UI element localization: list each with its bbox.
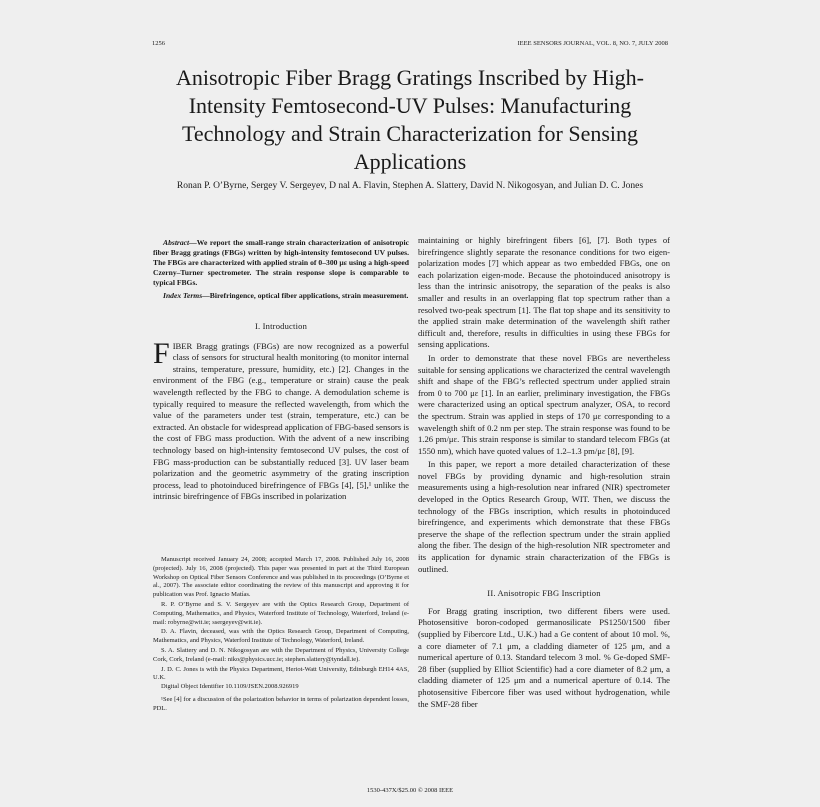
left-column (153, 238, 409, 503)
intro-text: IBER Bragg gratings (FBGs) are now recognized as a powerful class of sensors for structural health monitoring (to monitor internal strains, temperature, pressure, humidity, etc.) [2]. Changes in the environment of the FBG (e.g., temperature or strain) cause the peak wavelength reflected by the FBG to change. A demodulation scheme is typically required to measure the reflected wavelength, from which the value of the parameters under test (strain, temperature, etc.) can be extracted. An obstacle for widespread application of FBG-based sensors is the cost of FBG mass production. With the advent of a new inscribing technology based on high-intensity femtosecond UV pulses, the cost of FBG mass-production can be substantially reduced [3]. UV laser beam polarization and the geometric asymmetry of the grating inscription process, lead to photoinduced birefringence of FBGs [4], [5],¹ unlike the intrinsic birefringence of FBGs inscribed in polarization (153, 340, 409, 502)
footnote-note1: ¹See [4] for a discussion of the polarization behavior in terms of polarization dependent losses, PDL. (153, 695, 409, 712)
footnote-jones: J. D. C. Jones is with the Physics Department, Heriot-Watt University, Edinburgh EH14 4AS, U.K. (153, 665, 409, 682)
footnote-slattery: S. A. Slattery and D. N. Nikogosyan are with the Department of Physics, University College Cork, Cork, Ireland (e-mail: niko@physics.ucc.ie; stephen.slattery@tyndall.ie). (153, 646, 409, 663)
paragraph: maintaining or highly birefringent fibers [6], [7]. Both types of birefringence slightly separate the resonance conditions for two eigen-polarization modes [7] which appear as two embedded FBGs, one on each polarization eigen-mode. Because the photoinduced anisotropy is less than the intrinsic anisotropy, the separation of the peaks is also smaller and results in an overlapping flat top spectrum rather than a resolved two-peak spectrum [1]. The flat top shape and its sensitivity to the applied strain make determination of the wavelength shift rather difficult and, therefore, results in difficulties in using these FBGs for sensing applications. (418, 235, 670, 350)
paragraph: In order to demonstrate that these novel FBGs are nevertheless suitable for sensing applications we characterized the central wavelength shift and shape of the FBG’s reflected spectrum under applied strain from 0 to 700 με [1]. In an earlier, preliminary investigation, the FBGs were characterized using an optical spectrum analyzer, OSA, to record the spectrum. Strain was applied in steps of 170 με corresponding to a wavelength shift of 0.2 nm per step. The strain response was found to be 1.26 pm/με. This strain response is similar to standard telecom FBGs (at 1550 nm), which have quoted values of 1.2–1.3 pm/με [8], [9]. (418, 352, 670, 456)
index-terms-text: —Birefringence, optical fiber applications, strain measurement. (202, 291, 409, 300)
footnote-obyrne: R. P. O’Byrne and S. V. Sergeyev are with the Optics Research Group, Department of Computing, Mathematics, and Physics, Waterford Institute of Technology, Waterford, Ireland (e-mail: robyrne@wit.ie; ssergeyev@wit.ie). (153, 600, 409, 626)
index-terms (153, 291, 409, 301)
author-list: Ronan P. O’Byrne, Sergey V. Sergeyev, D nal A. Flavin, Stephen A. Slattery, David N. Nikogosyan, and Julian D. C. Jones (176, 181, 644, 191)
paragraph: For Bragg grating inscription, two different fibers were used. Photosensitive boron-codoped germanosilicate PS1250/1500 fiber (supplied by Fibercore Ltd., U.K.) had a Ge content of about 10 mol. %, a core diameter of 7.1 μm, a cladding diameter of 125 μm, and a numerical aperture of 0.13. Standard telecom 3 mol. % Ge-doped SMF-28 fiber (supplied by Elliot Scientific) had a core diameter of 8.2 μm, a cladding diameter of 125 μm and a numerical aperture of 0.14. The photosensitive Fibercore fiber was used without hydrogenation, while the SMF-28 fiber (418, 605, 670, 709)
paragraph: In this paper, we report a more detailed characterization of these novel FBGs by providing dynamic and high-resolution strain measurements using a high-resolution near infrared (NIR) spectrometer developed in the Optics Research Group, WIT. Then, we discuss the technology of the FBGs inscription, which results in photoinduced birefringence, and experiments which demonstrate that these FBGs preserve the shape of the reflection spectrum under the strain applied along the fiber. The design of the high-resolution NIR spectrometer and its application for dynamic strain characterization of the FBGs is outlined. (418, 459, 670, 574)
abstract-text: —We report the small-range strain characterization of anisotropic fiber Bragg gratings (FBGs) written by high-intensity femtosecond UV pulses. The FBGs are characterized with applied strain of 0–300 με using a high-speed Czerny–Turner spectrometer. The strain response slope is comparable to typical FBGs. (153, 238, 409, 287)
index-terms-label: Index Terms (163, 291, 203, 300)
abstract-label: Abstract (163, 238, 190, 247)
intro-paragraph (153, 336, 409, 503)
section-heading-fbg-inscription: II. Anisotropic FBG Inscription (487, 588, 601, 599)
footnote-flavin: D. A. Flavin, deceased, was with the Optics Research Group, Department of Computing, Mathematics, and Physics, Waterford Institute of Technology, Waterford, Ireland. (153, 628, 409, 645)
journal-info: IEEE SENSORS JOURNAL, VOL. 8, NO. 7, JULY 2008 (517, 40, 668, 47)
drop-cap: F (153, 336, 170, 370)
page-number: 1256 (152, 40, 165, 47)
abstract (153, 238, 409, 288)
paper-title: Anisotropic Fiber Bragg Gratings Inscribed by High-Intensity Femtosecond-UV Pulses: Manufacturing Technology and Strain Characterization for Sensing Applications (175, 65, 645, 174)
page-footer: 1530-437X/$25.00 © 2008 IEEE (366, 787, 454, 794)
section-heading-introduction: I. Introduction (254, 321, 308, 331)
page-header (152, 40, 668, 50)
footnotes (153, 556, 409, 714)
footnote-received: Manuscript received January 24, 2008; accepted March 17, 2008. Published July 16, 2008 (projected). July 16, 2008 (projected). This paper was presented in part at the Third European Workshop on Optical Fiber Sensors Conference and was published in its proceedings (O’Byrne et al., 2007). The associate editor coordinating the review of this manuscript and approving it for publication was Prof. Ignacio Matías. (153, 556, 409, 599)
footnote-doi: Digital Object Identifier 10.1109/JSEN.2008.926919 (161, 683, 299, 691)
right-column (418, 235, 670, 710)
